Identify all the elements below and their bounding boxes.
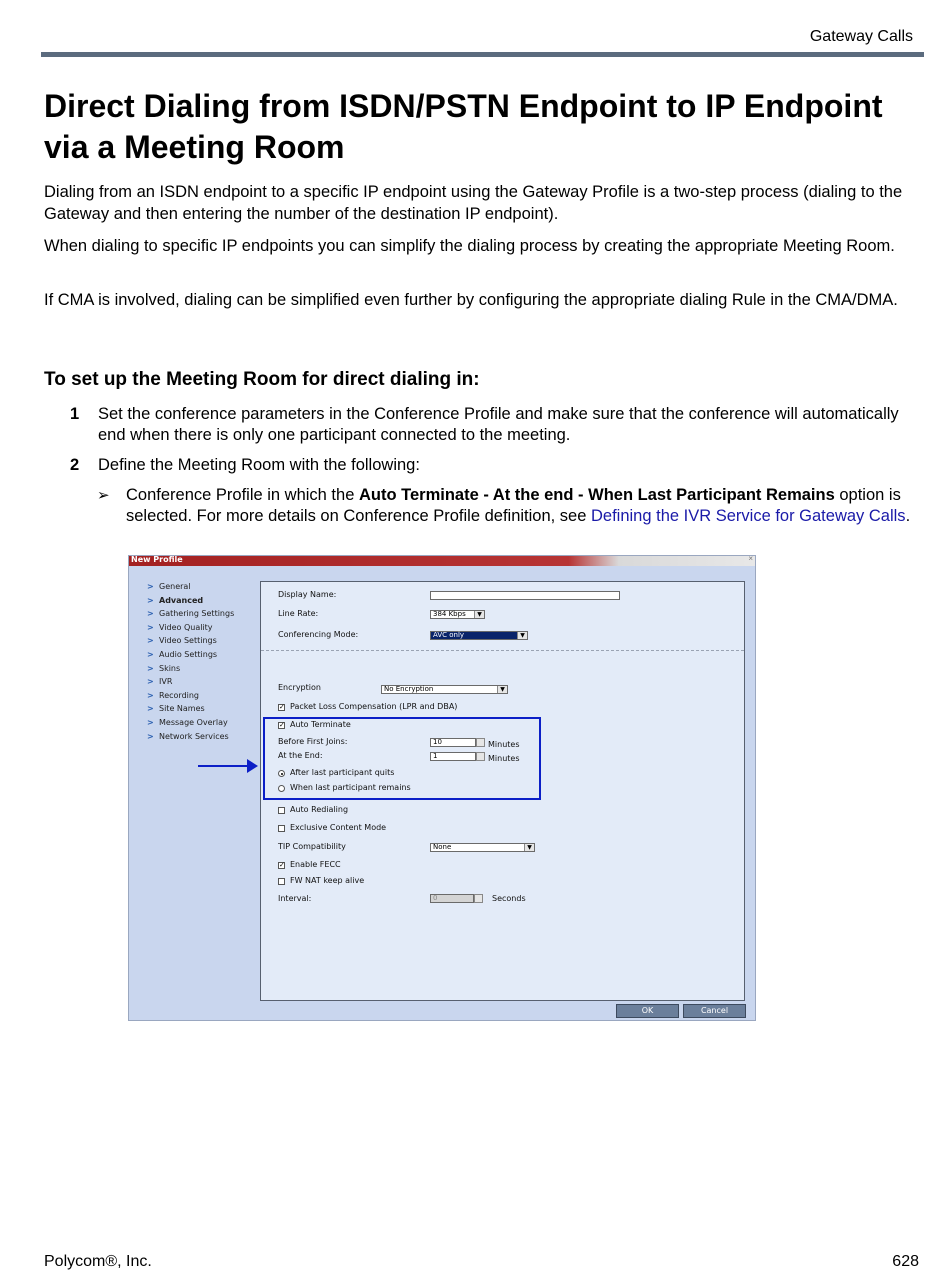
enable-fecc-label: Enable FECC	[290, 860, 341, 869]
line-rate-label: Line Rate:	[278, 609, 319, 618]
interval-label: Interval:	[278, 894, 312, 903]
close-icon[interactable]: ×	[748, 555, 753, 563]
chevron-right-icon: >	[147, 609, 154, 619]
display-name-label: Display Name:	[278, 590, 337, 599]
section-divider	[261, 650, 744, 651]
page-number: 628	[892, 1253, 919, 1270]
seconds-unit: Seconds	[492, 894, 526, 903]
minutes-unit: Minutes	[488, 740, 520, 749]
section-title: Gateway Calls	[809, 28, 913, 45]
nav-item-network-services[interactable]: > Network Services	[147, 731, 229, 741]
arrow-line	[198, 765, 250, 767]
nav-item-video-quality[interactable]: > Video Quality	[147, 622, 213, 632]
conferencing-mode-select[interactable]: AVC only ▼	[430, 631, 528, 640]
nav-item-skins[interactable]: > Skins	[147, 663, 181, 673]
conferencing-mode-label: Conferencing Mode:	[278, 630, 359, 639]
footer-company: Polycom®, Inc.	[44, 1253, 152, 1270]
dialog-titlebar	[129, 556, 756, 566]
tip-compatibility-select[interactable]: None ▼	[430, 843, 535, 852]
chevron-right-icon: >	[147, 677, 154, 687]
profile-nav	[147, 582, 257, 745]
exclusive-content-label: Exclusive Content Mode	[290, 823, 387, 832]
at-the-end-label: At the End:	[278, 751, 323, 760]
at-the-end-input[interactable]: 1	[430, 752, 476, 761]
nav-item-general[interactable]: > General	[147, 582, 191, 591]
chevron-right-icon: >	[147, 704, 154, 714]
nav-item-audio-settings[interactable]: > Audio Settings	[147, 649, 218, 659]
ok-button[interactable]: OK	[616, 1004, 679, 1018]
step-number: 1	[70, 405, 80, 423]
arrow-bullet-icon: ➢	[97, 487, 110, 504]
chevron-down-icon: ▼	[524, 844, 534, 851]
dialog-title: New Profile	[131, 555, 183, 564]
new-profile-dialog	[128, 555, 756, 1021]
encryption-label: Encryption	[278, 683, 321, 692]
enable-fecc-checkbox[interactable]: ✓	[279, 862, 285, 869]
radio-when-last-remains-label: When last participant remains	[290, 783, 411, 792]
ivr-service-link[interactable]: Defining the IVR Service for Gateway Calls	[591, 507, 906, 525]
step-number: 2	[70, 456, 80, 474]
chevron-right-icon: >	[147, 690, 154, 700]
chevron-right-icon: >	[147, 717, 154, 727]
chevron-down-icon: ▼	[474, 611, 484, 618]
encryption-select[interactable]: No Encryption ▼	[381, 685, 508, 694]
spinner-icon[interactable]	[474, 894, 483, 903]
before-first-joins-label: Before First Joins:	[278, 737, 348, 746]
radio-after-last-quits-label: After last participant quits	[290, 768, 395, 777]
chevron-down-icon: ▼	[517, 632, 527, 639]
step-text: Define the Meeting Room with the following:	[98, 456, 420, 474]
arrow-right-icon	[247, 759, 258, 773]
procedure-heading: To set up the Meeting Room for direct dialing in:	[44, 369, 480, 390]
minutes-unit: Minutes	[488, 754, 520, 763]
plc-label: Packet Loss Compensation (LPR and DBA)	[290, 702, 458, 711]
chevron-right-icon: >	[147, 649, 154, 659]
auto-terminate-label: Auto Terminate	[290, 720, 351, 729]
cancel-button[interactable]: Cancel	[683, 1004, 746, 1018]
paragraph-2: When dialing to specific IP endpoints you can simplify the dialing process by creating the appropriate Meeting Room.	[44, 237, 895, 255]
chevron-right-icon: >	[147, 663, 154, 673]
tip-compatibility-label: TIP Compatibility	[278, 842, 346, 851]
plc-checkbox[interactable]: ✓	[279, 704, 285, 711]
chevron-right-icon: >	[147, 582, 154, 591]
option-name: Auto Terminate - At the end - When Last Participant Remains	[358, 486, 835, 504]
interval-input[interactable]: 0	[430, 894, 474, 903]
chevron-right-icon: >	[147, 595, 154, 605]
chevron-right-icon: >	[147, 731, 154, 741]
chevron-down-icon: ▼	[497, 686, 507, 693]
nav-item-ivr[interactable]: > IVR	[147, 677, 173, 687]
highlight-box	[263, 717, 541, 800]
chevron-right-icon: >	[147, 622, 154, 632]
step-text: Set the conference parameters in the Conference Profile and make sure that the conference will automatically end when there is only one participant connected to the meeting.	[98, 405, 899, 444]
paragraph-1: Dialing from an ISDN endpoint to a specific IP endpoint using the Gateway Profile is a two-step process (dialing to the Gateway and then entering the number of the destination IP endpoint).	[44, 183, 903, 223]
page-title: Direct Dialing from ISDN/PSTN Endpoint to IP Endpoint via a Meeting Room	[44, 88, 883, 165]
nav-item-advanced[interactable]: > Advanced	[147, 595, 204, 605]
chevron-right-icon: >	[147, 636, 154, 646]
nav-item-message-overlay[interactable]: > Message Overlay	[147, 717, 228, 727]
line-rate-select[interactable]: 384 Kbps ▼	[430, 610, 485, 619]
header-rule	[41, 52, 924, 57]
auto-redialing-checkbox[interactable]	[278, 807, 285, 814]
bullet-text: Conference Profile in which the Auto Terminate - At the end - When Last Participant Remains option is selected. For more details on Conference Profile definition, see Defining the IVR Service for Gateway Calls.	[126, 486, 911, 525]
exclusive-content-checkbox[interactable]	[278, 825, 285, 832]
nav-item-site-names[interactable]: > Site Names	[147, 704, 205, 714]
nav-item-video-settings[interactable]: > Video Settings	[147, 636, 217, 646]
fw-nat-label: FW NAT keep alive	[290, 876, 365, 885]
display-name-input[interactable]	[430, 591, 620, 600]
nav-item-recording[interactable]: > Recording	[147, 690, 200, 700]
paragraph-3: If CMA is involved, dialing can be simplified even further by configuring the appropriate dialing Rule in the CMA/DMA.	[44, 291, 898, 309]
before-first-joins-input[interactable]: 10	[430, 738, 476, 747]
auto-redialing-label: Auto Redialing	[290, 805, 349, 814]
nav-item-gathering-settings[interactable]: > Gathering Settings	[147, 609, 235, 619]
fw-nat-checkbox[interactable]	[278, 878, 285, 885]
auto-terminate-checkbox[interactable]: ✓	[279, 722, 285, 729]
